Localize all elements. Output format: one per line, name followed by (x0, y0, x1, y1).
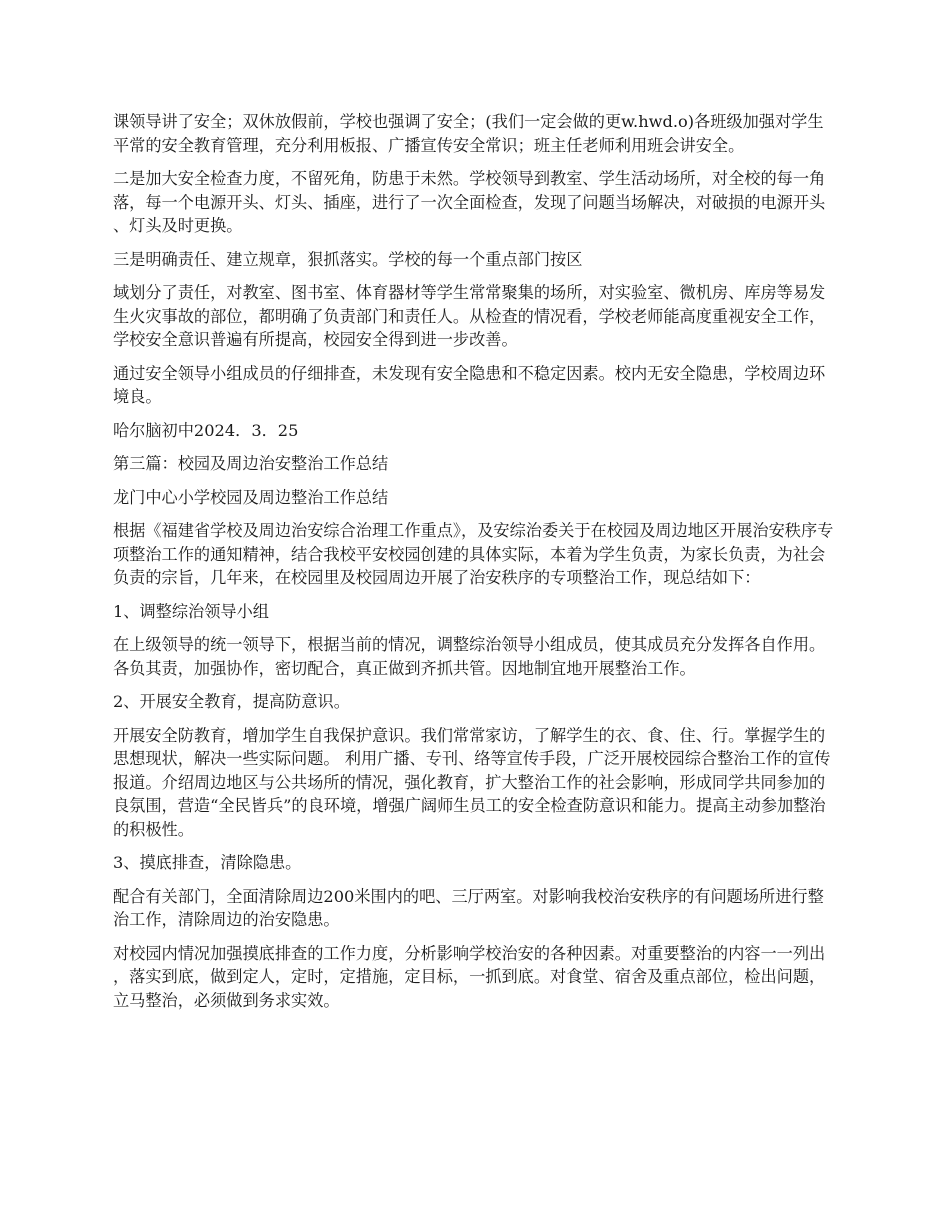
document-title-longmen: 龙门中心小学校园及周边整治工作总结 (113, 487, 389, 507)
paragraph-item-2: 开展安全防教育，增加学生自我保护意识。我们常常家访，了解学生的衣、食、住、行。掌握学生的思想现状，解决一些实际问题。 利用广播、专刊、络等宣传手段，广泛开展校园综合整治工作的宣传报道。介绍周边地区与公共场所的情况，强化教育，扩大整治工作的社会影响，形成同学共同参加的良氛围，营造“全民皆兵”的良环境，增强广阔师生员工的安全检查防意识和能力。提高主动参加整治的积极性。 (113, 725, 831, 839)
paragraph-item-3a: 配合有关部门，全面清除周边200米围内的吧、三厅两室。对影响我校治安秩序的有问题场所进行整治工作，清除周边的治安隐患。 (113, 886, 824, 929)
section-heading-third-article: 第三篇：校园及周边治安整治工作总结 (113, 454, 389, 473)
paragraph-item-1: 在上级领导的统一领导下，根据当前的情况，调整综治领导小组成员，使其成员充分发挥各自作用。各负其责，加强协作，密切配合，真正做到齐抓共管。因地制宜地开展整治工作。 (113, 635, 826, 678)
item-heading-2: 2、开展安全教育，提高防意识。 (113, 692, 350, 711)
paragraph-continuation-safety-education: 课领导讲了安全；双休放假前，学校也强调了安全；(我们一定会做的更w.hwd.o)各班级加强对学生平常的安全教育管理，充分利用板报、广播宣传安全常识；班主任老师利用班会讲安全。 (113, 112, 824, 155)
paragraph-responsibility: 三是明确责任、建立规章，狠抓落实。学校的每一个重点部门按区 (113, 249, 583, 269)
item-heading-3: 3、摸底排查，清除隐患。 (113, 853, 302, 872)
paragraph-safety-inspection: 二是加大安全检查力度，不留死角，防患于未然。学校领导到教室、学生活动场所，对全校的每一角落，每一个电源开头、灯头、插座，进行了一次全面检查，发现了问题当场解决，对破损的电源开头、灯头及时更换。 (113, 169, 826, 235)
paragraph-item-3b: 对校园内情况加强摸底排查的工作力度，分析影响学校治安的各种因素。对重要整治的内容一一列出，落实到底，做到定人，定时，定措施，定目标，一抓到底。对食堂、宿舍及重点部位，检出问题，立马整治，必须做到务求实效。 (113, 943, 826, 1010)
item-heading-1: 1、调整综治领导小组 (113, 601, 269, 621)
paragraph-introduction: 根据《福建省学校及周边治安综合治理工作重点》，及安综治委关于在校园及周边地区开展治安秩序专项整治工作的通知精神，结合我校平安校园创建的具体实际，本着为学生负责，为家长负责，为社会负责的宗旨，几年来，在校园里及校园周边开展了治安秩序的专项整治工作，现总结如下： (113, 521, 834, 587)
paragraph-zone-division: 域划分了责任，对教室、图书室、体育器材等学生常常聚集的场所，对实验室、微机房、库房等易发生火灾事故的部位，都明确了负责部门和责任人。从检查的情况看，学校老师能高度重视安全工作，学校安全意识普遍有所提高，校园安全得到进一步改善。 (113, 283, 826, 349)
signature-date: 哈尔脑初中2024．3．25 (113, 420, 299, 440)
paragraph-inspection-result: 通过安全领导小组成员的仔细排查，未发现有安全隐患和不稳定因素。校内无安全隐患，学校周边环境良。 (113, 363, 826, 406)
